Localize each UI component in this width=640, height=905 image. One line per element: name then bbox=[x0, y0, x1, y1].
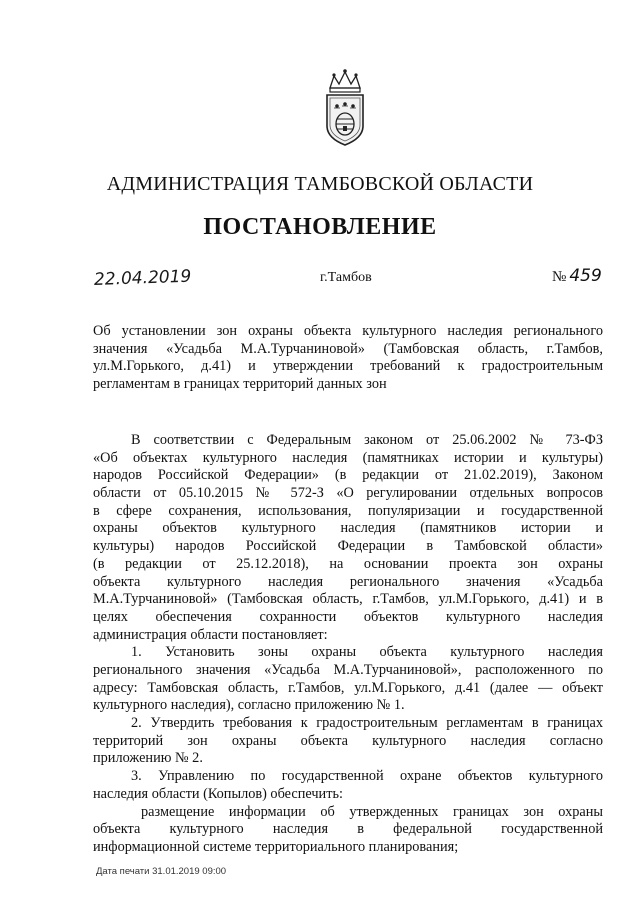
document-type: ПОСТАНОВЛЕНИЕ bbox=[203, 214, 437, 240]
body-line: администрация области постановляет: bbox=[93, 626, 328, 643]
body-line: адресу: Тамбовская область, г.Тамбов, ул.М.Горького, д.41 (далее — объект bbox=[93, 679, 603, 696]
body-line: «Об объектах культурного наследия (памятниках истории и культуры) bbox=[93, 449, 603, 466]
body-line: В соответствии с Федеральным законом от 25.06.2002 № 73-ФЗ bbox=[131, 432, 603, 448]
document-number bbox=[552, 266, 602, 286]
body-line: охраны объектов культурного наследия (памятников истории и bbox=[93, 520, 603, 537]
body-line: территорий зон охраны объекта культурного наследия согласно bbox=[93, 732, 603, 749]
body-line: в сфере сохранения, использования, популяризации и государственной bbox=[93, 502, 603, 519]
document-city: г.Тамбов bbox=[320, 270, 372, 285]
number-prefix: № bbox=[552, 269, 567, 285]
body-line: области от 05.10.2015 № 572-З «О регулировании отдельных вопросов bbox=[93, 485, 603, 502]
body-line: наследия области (Копылов) обеспечить: bbox=[93, 785, 343, 802]
body-line: культуры) народов Российской Федерации в Тамбовской области» bbox=[93, 538, 603, 555]
body-line: М.А.Турчаниновой» (Тамбовская область, г.Тамбов, ул.М.Горького, д.41) и в bbox=[93, 591, 603, 608]
subject-line: регламентам в границах территорий данных зон bbox=[93, 375, 387, 392]
body-line: 2. Утвердить требования к градостроительным регламентам в границах bbox=[131, 715, 603, 732]
body-line: 1. Установить зоны охраны объекта культурного наследия bbox=[131, 644, 603, 661]
subject-line: ул.М.Горького, д.41) и утверждении требований к градостроительным bbox=[93, 358, 603, 374]
body-line: 3. Управлению по государственной охране объектов культурного bbox=[131, 768, 603, 785]
document-body bbox=[93, 432, 603, 857]
body-line: размещение информации об утвержденных границах зон охраны bbox=[141, 803, 603, 820]
body-line: целях обеспечения сохранности объектов культурного наследия bbox=[93, 608, 603, 625]
number-value: 459 bbox=[569, 266, 602, 286]
body-line: народов Российской Федерации» (в редакции от 21.02.2019), Законом bbox=[93, 467, 603, 484]
subject-line: значения «Усадьба М.А.Турчаниновой» (Тамбовская область, г.Тамбов, bbox=[93, 340, 603, 357]
document-date: 22.04.2019 bbox=[93, 266, 192, 290]
body-line: объекта культурного наследия регионального значения «Усадьба bbox=[93, 573, 603, 590]
body-line: культурного наследия), согласно приложению № 1. bbox=[93, 697, 405, 714]
coat-of-arms-icon bbox=[322, 68, 368, 148]
print-date-footer: Дата печати 31.01.2019 09:00 bbox=[96, 866, 227, 877]
subject-line: Об установлении зон охраны объекта культурного наследия регионального bbox=[93, 323, 603, 339]
body-line: приложению № 2. bbox=[93, 750, 203, 767]
organization-title: АДМИНИСТРАЦИЯ ТАМБОВСКОЙ ОБЛАСТИ bbox=[106, 173, 534, 195]
body-line: (в редакции от 25.12.2018), на основании проекта зон охраны bbox=[93, 555, 603, 572]
body-line: регионального значения «Усадьба М.А.Турчаниновой», расположенного по bbox=[93, 661, 603, 678]
document-subject bbox=[93, 323, 603, 393]
body-line: объекта культурного наследия в федеральной государственной bbox=[93, 821, 603, 838]
body-line: информационной системе территориального планирования; bbox=[93, 838, 459, 855]
